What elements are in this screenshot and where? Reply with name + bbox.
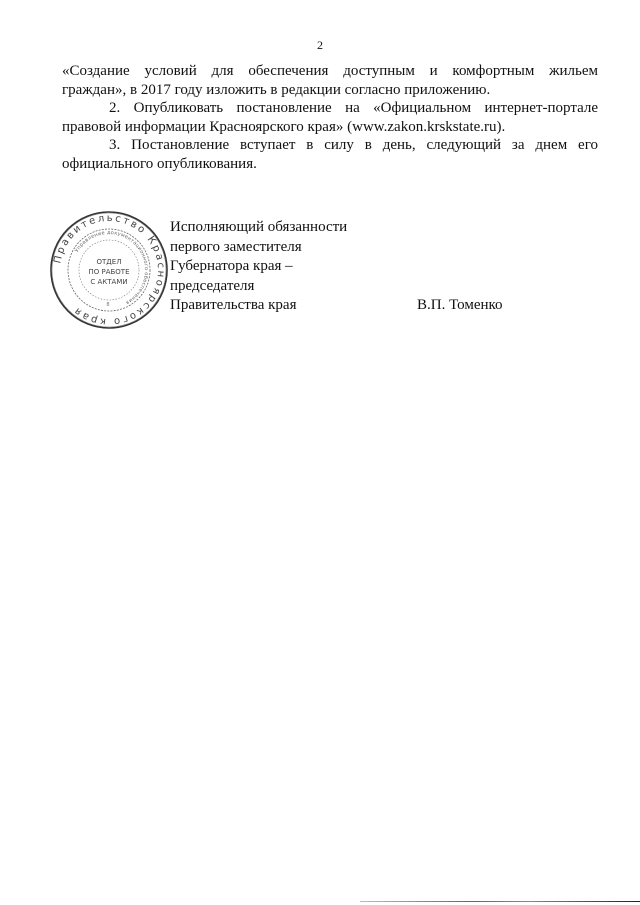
seal-mark: 8 [106, 302, 110, 308]
signature-title-line: Правительства края [170, 297, 297, 313]
seal-center-line-3: С АКТАМИ [90, 278, 128, 286]
page-number: 2 [317, 38, 323, 52]
paragraph-item-2: 2. Опубликовать постановление на «Официальном интернет-портале правовой информации Красноярского края» (www.zakon.krskstate.ru). [62, 100, 598, 135]
signature-title-line: Исполняющий обязанности [170, 219, 348, 235]
seal-center-line-1: ОТДЕЛ [96, 258, 122, 266]
paragraph-line: граждан», в 2017 году изложить в редакции согласно приложению. [62, 81, 491, 98]
paragraph-line: «Создание условий для обеспечения доступным и комфортным жильем [62, 63, 598, 79]
signature-title-line: председателя [170, 277, 255, 294]
scan-edge-line [360, 901, 640, 902]
seal-center-line-2: ПО РАБОТЕ [88, 268, 130, 276]
official-seal-stamp [48, 209, 170, 331]
signature-title-line: Губернатора края – [170, 258, 293, 274]
signer-name: В.П. Томенко [417, 297, 503, 313]
paragraph-item-3: 3. Постановление вступает в силу в день, следующий за днем его официального опубликования. [62, 137, 598, 172]
seal-outer-text: Правительство Красноярского края [52, 212, 167, 328]
seal-icon [48, 209, 170, 331]
signature-title-block [170, 218, 347, 316]
document-body [62, 62, 598, 173]
seal-inner-text: Управление документационного обеспечения [74, 229, 150, 306]
paragraph-continuation [62, 62, 598, 99]
signature-title-line: первого заместителя [170, 238, 302, 255]
